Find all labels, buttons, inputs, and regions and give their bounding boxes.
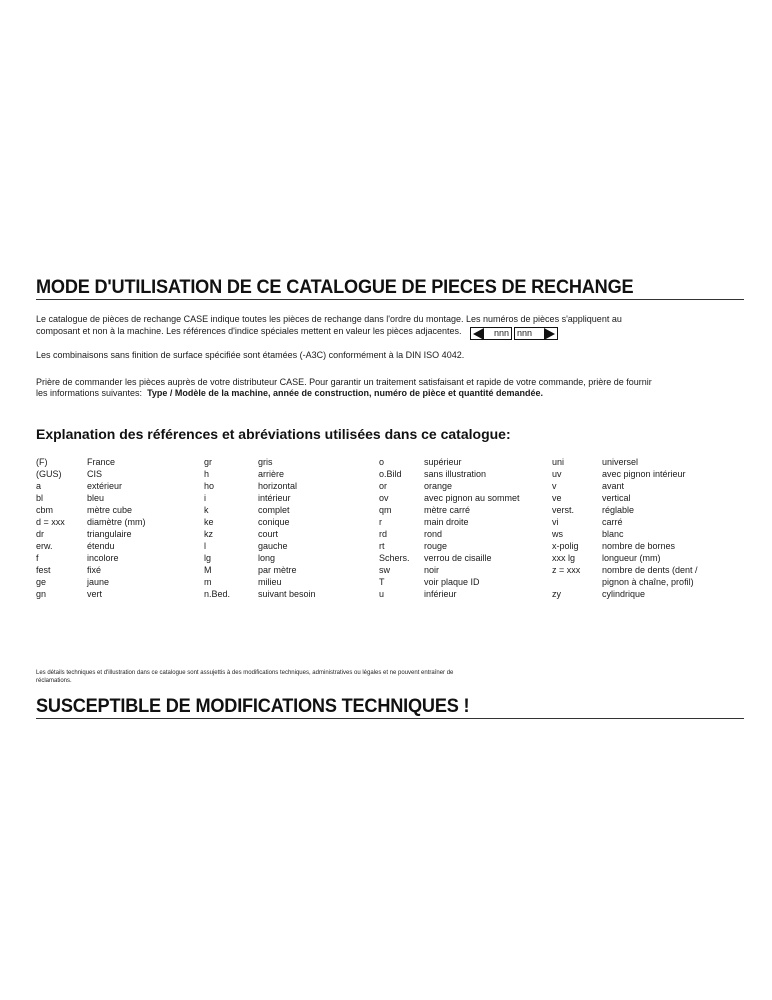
abbreviation-row: [552, 576, 698, 588]
abbreviation-meaning: avant: [602, 481, 625, 491]
disclaimer-line-2: réclamations.: [36, 678, 72, 684]
abbreviation-meaning: gris: [258, 457, 273, 467]
abbreviation-row: [204, 480, 316, 492]
abbreviation-code: h: [204, 469, 210, 479]
abbreviation-code: x-polig: [552, 541, 579, 551]
abbreviation-meaning: incolore: [87, 553, 119, 563]
abbreviation-code: ge: [36, 577, 47, 587]
abbreviation-code: M: [204, 565, 212, 575]
abbreviation-code: sw: [379, 565, 390, 575]
abbreviation-code: xxx lg: [552, 553, 576, 563]
abbreviation-meaning: extérieur: [87, 481, 123, 491]
adjacent-parts-reference: [470, 327, 558, 340]
next-part-reference: [514, 327, 558, 340]
abbreviation-row: [204, 588, 316, 600]
abbreviation-row: [379, 468, 520, 480]
disclaimer-line-1: Les détails techniques et d'illustration dans ce catalogue sont assujettis à des modifications techniques, administratives ou légales et ne pouvent entraîner de: [36, 670, 454, 676]
abbreviation-code: ov: [379, 493, 389, 503]
abbreviation-row: [552, 552, 698, 564]
abbreviation-code: Schers.: [379, 553, 410, 563]
abbreviation-code: cbm: [36, 505, 54, 515]
abbreviation-code: o.Bild: [379, 469, 402, 479]
abbreviation-meaning: nombre de dents (dent /: [602, 565, 698, 575]
abbreviation-meaning: orange: [424, 481, 453, 491]
abbreviation-code: zy: [552, 589, 561, 599]
abbreviation-meaning: intérieur: [258, 493, 291, 503]
abbreviation-row: [552, 564, 698, 576]
abbreviations-column-1: [36, 456, 146, 600]
abbreviation-meaning: horizontal: [258, 481, 298, 491]
order-required-info: Type / Modèle de la machine, année de construction, numéro de pièce et quantité demandée.: [147, 388, 544, 398]
abbreviation-code: d = xxx: [36, 517, 65, 527]
abbreviation-code: ws: [552, 529, 563, 539]
abbreviation-row: [379, 552, 520, 564]
abbreviation-meaning: rouge: [424, 541, 448, 551]
abbreviation-meaning: sans illustration: [424, 469, 487, 479]
abbreviation-code: gr: [204, 457, 213, 467]
abbreviation-row: [36, 516, 146, 528]
abbreviation-row: [204, 552, 316, 564]
footer-title: SUSCEPTIBLE DE MODIFICATIONS TECHNIQUES !: [36, 695, 470, 717]
abbreviation-meaning: supérieur: [424, 457, 462, 467]
abbreviation-meaning: CIS: [87, 469, 103, 479]
abbreviation-row: [36, 492, 146, 504]
abbreviation-row: [552, 588, 698, 600]
abbreviation-meaning: nombre de bornes: [602, 541, 676, 551]
abbreviation-meaning: vert: [87, 589, 103, 599]
abbreviation-code: ve: [552, 493, 562, 503]
abbreviation-code: n.Bed.: [204, 589, 231, 599]
abbreviation-code: [552, 576, 602, 588]
abbreviation-code: uv: [552, 469, 562, 479]
intro-line-1: Le catalogue de pièces de rechange CASE indique toutes les pièces de rechange dans l'ordre du montage. Les numéros de pièces s'appliquent au: [36, 314, 622, 324]
abbreviation-row: [552, 540, 698, 552]
abbreviation-row: [36, 576, 146, 588]
abbreviation-meaning: court: [258, 529, 279, 539]
abbreviation-meaning: longueur (mm): [602, 553, 661, 563]
order-line-2: [36, 388, 748, 399]
abbreviation-meaning: suivant besoin: [258, 589, 316, 599]
abbreviation-row: [379, 588, 520, 600]
abbreviation-code: i: [204, 493, 206, 503]
abbreviation-row: [36, 480, 146, 492]
abbreviation-row: [36, 528, 146, 540]
abbreviation-code: f: [36, 553, 39, 563]
abbreviation-meaning: noir: [424, 565, 440, 575]
abbreviation-row: [552, 456, 698, 468]
intro-line-2: [36, 325, 748, 338]
abbreviation-meaning: mètre cube: [87, 505, 133, 515]
abbreviation-meaning: verrou de cisaille: [424, 553, 492, 563]
abbreviation-code: m: [204, 577, 212, 587]
abbreviation-row: [379, 504, 520, 516]
surface-note: Les combinaisons sans finition de surface spécifiée sont étamées (-A3C) conformément à la DIN ISO 4042.: [36, 350, 465, 360]
abbreviation-row: [204, 504, 316, 516]
abbreviation-meaning: France: [87, 457, 116, 467]
abbreviation-code: erw.: [36, 541, 53, 551]
abbreviation-code: k: [204, 505, 209, 515]
abbreviation-meaning: fixé: [87, 565, 102, 575]
abbreviation-meaning: complet: [258, 505, 290, 515]
abbreviation-code: rt: [379, 541, 385, 551]
abbreviation-code: vi: [552, 517, 559, 527]
abbreviation-row: [204, 468, 316, 480]
abbreviation-meaning: triangulaire: [87, 529, 132, 539]
abbreviation-meaning: vertical: [602, 493, 631, 503]
abbreviation-code: qm: [379, 505, 392, 515]
previous-part-reference: [470, 327, 512, 340]
order-line-1: Prière de commander les pièces auprès de votre distributeur CASE. Pour garantir un traitement satisfaisant et rapide de votre commande, prière de fournir: [36, 377, 652, 387]
abbreviations-column-3: [379, 456, 520, 600]
previous-part-number: nnn: [493, 328, 510, 338]
abbreviation-code: l: [204, 541, 206, 551]
abbreviation-meaning: blanc: [602, 529, 624, 539]
abbreviation-meaning: avec pignon intérieur: [602, 469, 686, 479]
abbreviation-row: [379, 540, 520, 552]
abbreviation-meaning: voir plaque ID: [424, 577, 480, 587]
intro-paragraph: [36, 314, 748, 338]
abbreviation-row: [36, 540, 146, 552]
abbreviation-code: kz: [204, 529, 213, 539]
abbreviation-code: ho: [204, 481, 215, 491]
abbreviation-row: [379, 528, 520, 540]
abbreviation-code: v: [552, 481, 557, 491]
abbreviation-meaning: pignon à chaîne, profil): [602, 577, 694, 587]
abbreviation-code: ke: [204, 517, 214, 527]
abbreviation-code: bl: [36, 493, 44, 503]
abbreviation-meaning: inférieur: [424, 589, 457, 599]
abbreviation-row: [552, 468, 698, 480]
abbreviation-row: [204, 492, 316, 504]
abbreviation-row: [204, 576, 316, 588]
abbreviation-meaning: gauche: [258, 541, 288, 551]
abbreviation-row: [36, 456, 146, 468]
abbreviation-meaning: conique: [258, 517, 290, 527]
abbreviation-row: [36, 468, 146, 480]
abbreviation-code: gn: [36, 589, 47, 599]
abbreviation-row: [379, 516, 520, 528]
abbreviation-meaning: par mètre: [258, 565, 297, 575]
abbreviation-code: z = xxx: [552, 565, 581, 575]
abbreviation-row: [552, 504, 698, 516]
abbreviation-code: r: [379, 517, 382, 527]
abbreviation-code: verst.: [552, 505, 575, 515]
order-paragraph: [36, 377, 748, 399]
abbreviation-meaning: milieu: [258, 577, 282, 587]
next-part-number: nnn: [517, 328, 533, 338]
abbreviation-meaning: universel: [602, 457, 639, 467]
abbreviation-row: [379, 492, 520, 504]
abbreviation-row: [204, 456, 316, 468]
footer-divider: [36, 718, 744, 719]
abbreviation-row: [379, 480, 520, 492]
abbreviation-meaning: mètre carré: [424, 505, 471, 515]
abbreviation-meaning: main droite: [424, 517, 469, 527]
abbreviation-code: o: [379, 457, 385, 467]
abbreviation-code: (F): [36, 457, 48, 467]
abbreviation-row: [36, 504, 146, 516]
abbreviation-row: [552, 516, 698, 528]
intro-line-2-text: composant et non à la machine. Les références d'indice spéciales mettent en valeur les pièces adjacentes.: [36, 325, 462, 336]
abbreviation-meaning: avec pignon au sommet: [424, 493, 520, 503]
abbreviation-code: a: [36, 481, 42, 491]
abbreviation-row: [379, 456, 520, 468]
abbreviations-column-2: [204, 456, 316, 600]
page-title: MODE D'UTILISATION DE CE CATALOGUE DE PIECES DE RECHANGE: [36, 276, 634, 298]
abbreviation-meaning: réglable: [602, 505, 635, 515]
abbreviation-code: rd: [379, 529, 388, 539]
abbreviation-row: [379, 564, 520, 576]
abbreviation-meaning: jaune: [87, 577, 110, 587]
abbreviation-code: u: [379, 589, 385, 599]
abbreviation-meaning: rond: [424, 529, 443, 539]
abbreviation-row: [552, 492, 698, 504]
disclaimer: [36, 669, 636, 685]
abbreviation-row: [36, 588, 146, 600]
abbreviation-meaning: bleu: [87, 493, 105, 503]
abbreviation-code: T: [379, 577, 385, 587]
abbreviation-code: lg: [204, 553, 212, 563]
abbreviation-row: [204, 564, 316, 576]
abbreviations-column-4: [552, 456, 698, 600]
abbreviation-meaning: cylindrique: [602, 589, 646, 599]
abbreviation-row: [204, 540, 316, 552]
abbreviation-code: or: [379, 481, 388, 491]
abbreviation-code: dr: [36, 529, 45, 539]
abbreviation-row: [552, 480, 698, 492]
abbreviation-meaning: étendu: [87, 541, 115, 551]
abbreviation-code: (GUS): [36, 469, 62, 479]
abbreviation-meaning: diamètre (mm): [87, 517, 146, 527]
abbreviation-meaning: arrière: [258, 469, 285, 479]
abbreviation-row: [552, 528, 698, 540]
abbreviation-row: [379, 576, 520, 588]
arrow-left-icon: [473, 328, 484, 340]
abbreviation-row: [204, 516, 316, 528]
arrow-right-icon: [544, 328, 555, 340]
abbreviation-row: [204, 528, 316, 540]
title-divider: [36, 299, 744, 300]
abbreviation-row: [36, 564, 146, 576]
abbreviation-row: [36, 552, 146, 564]
order-line-2-prefix: les informations suivantes:: [36, 388, 143, 398]
abbreviation-code: uni: [552, 457, 565, 467]
abbreviation-code: fest: [36, 565, 51, 575]
abbreviation-meaning: carré: [602, 517, 623, 527]
abbreviations-heading: Explanation des références et abréviations utilisées dans ce catalogue:: [36, 426, 511, 442]
abbreviation-meaning: long: [258, 553, 276, 563]
